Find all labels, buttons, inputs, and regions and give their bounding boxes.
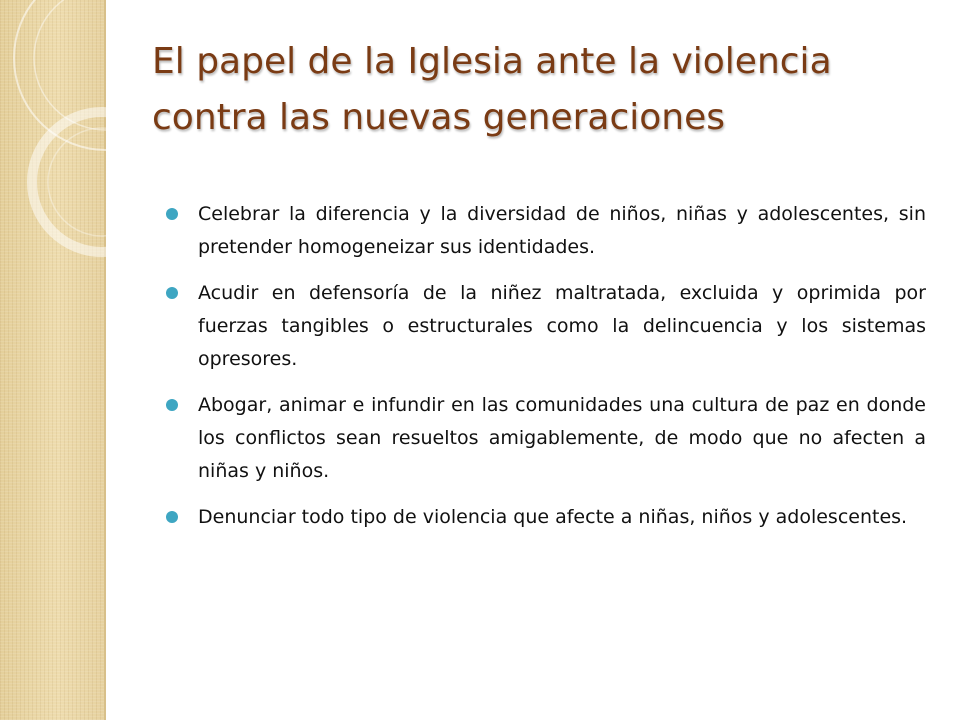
decorative-circles <box>0 0 170 260</box>
bullet-item <box>166 277 926 376</box>
bullet-text: Denunciar todo tipo de violencia que afecte a niñas, niños y adolescentes. <box>198 506 908 528</box>
bullet-text: Abogar, animar e infundir en las comunidades una cultura de paz en donde los conflictos sean resueltos amigablemente, de modo que no afecten a niñas y niños. <box>198 394 926 482</box>
bullet-item <box>166 389 926 488</box>
bullet-marker-icon <box>166 399 178 411</box>
bullet-marker-icon <box>166 287 178 299</box>
bullet-marker-icon <box>166 208 178 220</box>
decorative-circle-lower <box>32 112 170 252</box>
bullet-item <box>166 198 926 264</box>
slide-title: El papel de la Iglesia ante la violencia contra las nuevas generaciones <box>152 41 832 138</box>
bullet-text: Acudir en defensoría de la niñez maltratada, excluida y oprimida por fuerzas tangibles o estructurales como la delincuencia y los sistemas opresores. <box>198 282 926 370</box>
bullet-text: Celebrar la diferencia y la diversidad de niños, niñas y adolescentes, sin pretender homogeneizar sus identidades. <box>198 203 926 258</box>
bullet-item <box>166 501 926 534</box>
bullet-list <box>166 198 926 547</box>
decorative-circle-lower-inner <box>48 128 156 236</box>
bullet-marker-icon <box>166 511 178 523</box>
